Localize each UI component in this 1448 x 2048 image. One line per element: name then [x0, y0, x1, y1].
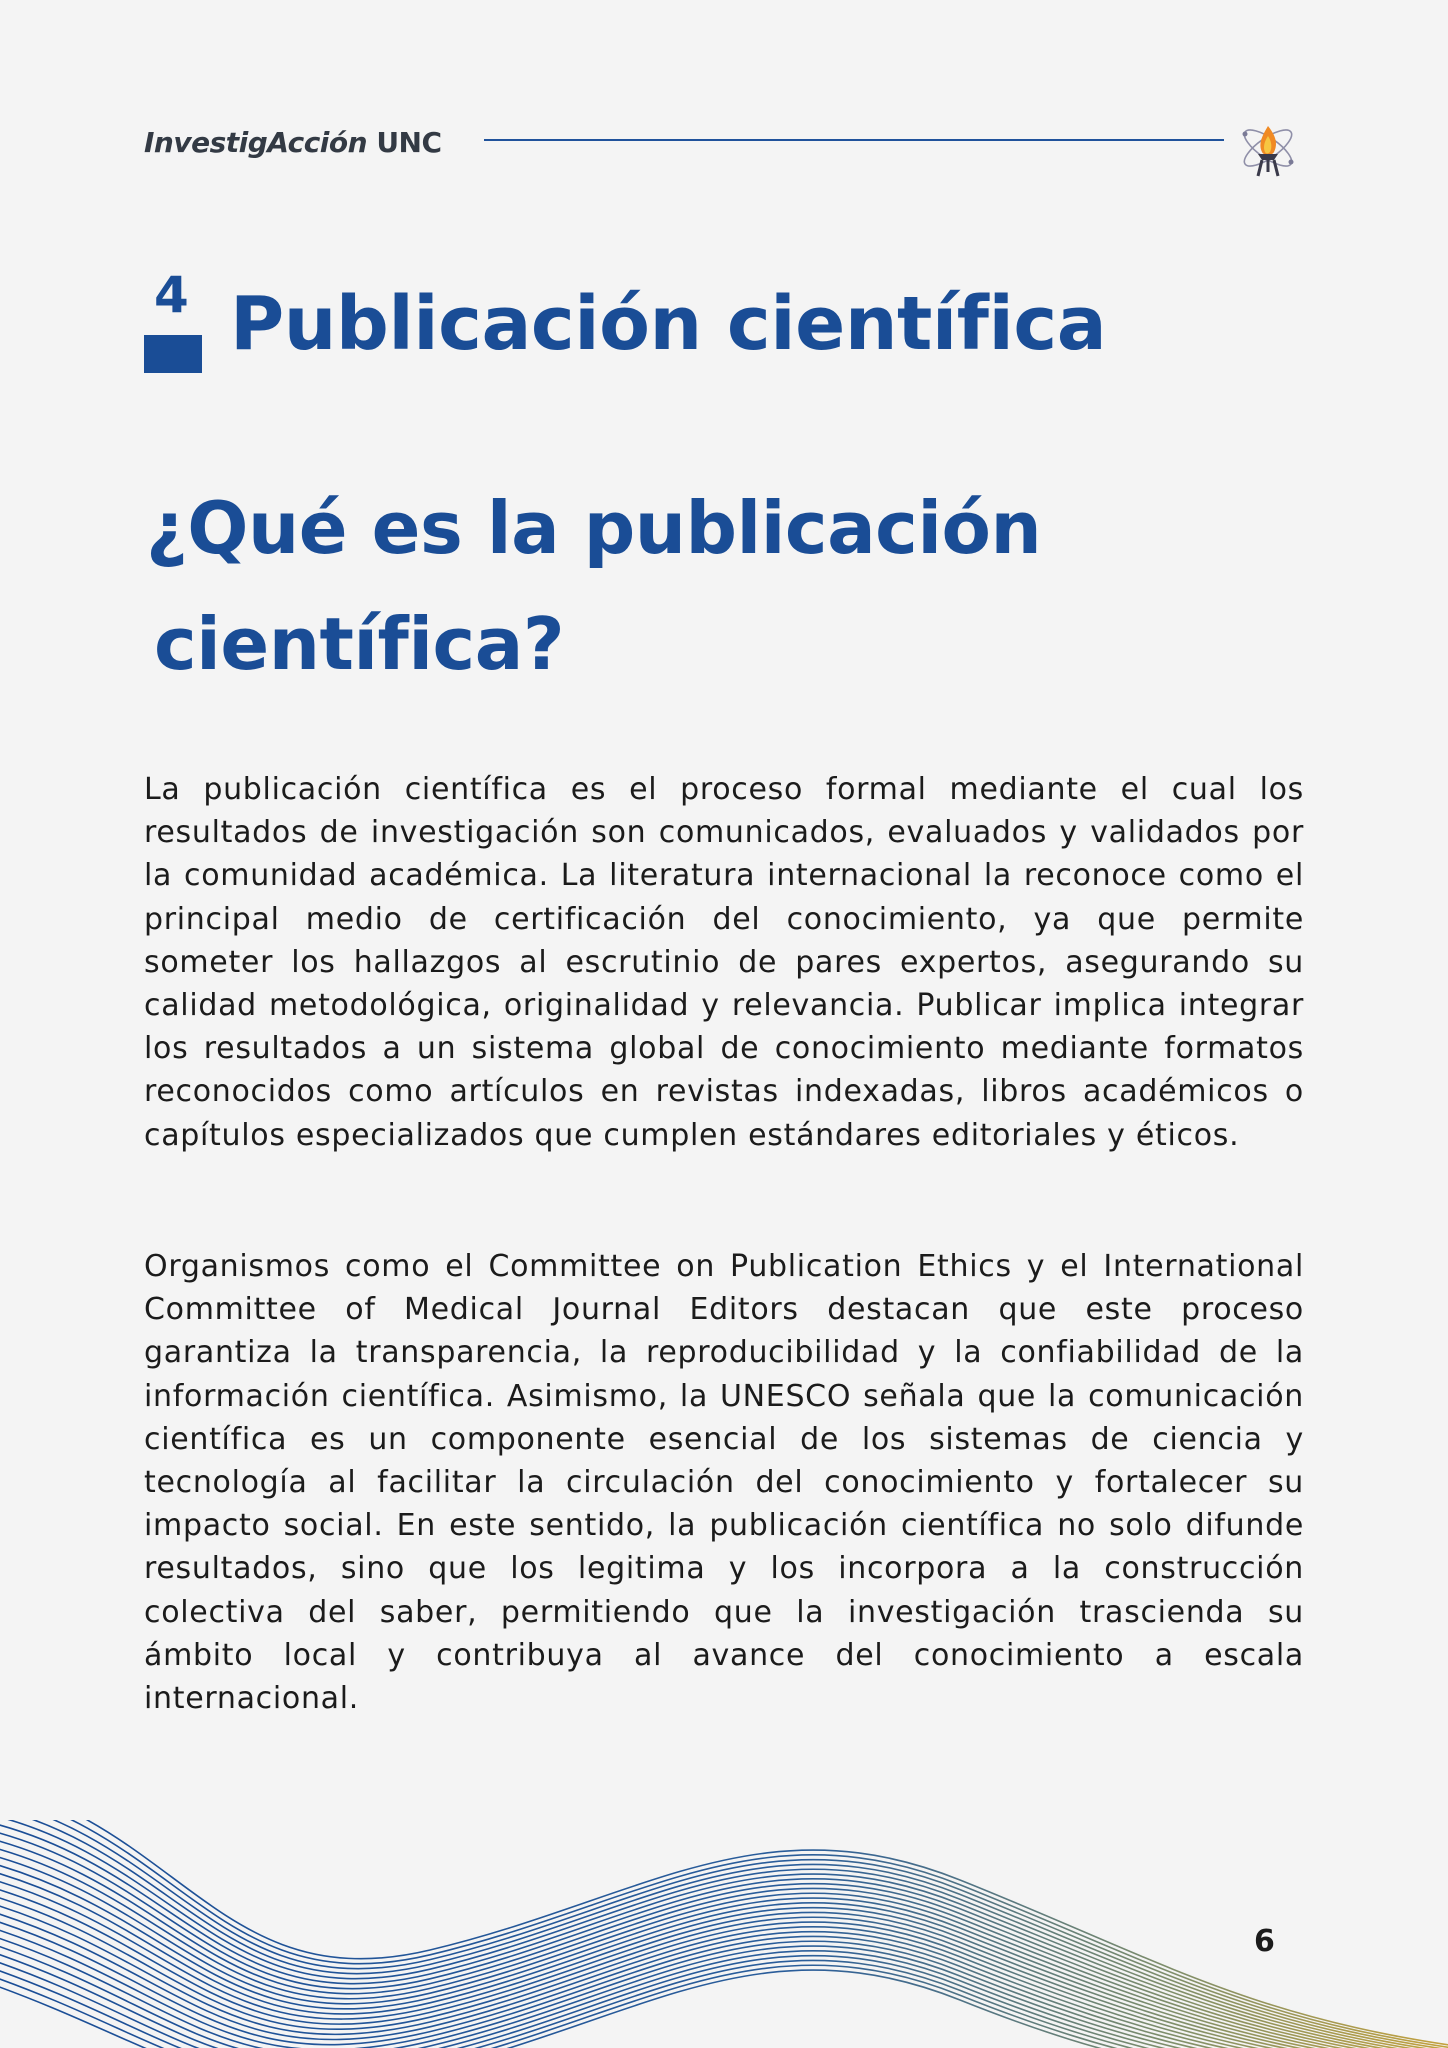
header-divider: [484, 139, 1224, 141]
brand-name: [144, 126, 442, 159]
atom-flame-logo-icon: [1232, 114, 1304, 186]
question-heading: [146, 470, 1146, 702]
body-paragraph-1: La publicación científica es el proceso formal mediante el cual los resultados de investigación son comunicados, evaluados y validados por la comunidad académica. La literatura internacional la reconoce como el principal medio de certificación del conocimiento, ya que permite someter los hallazgos al escrutinio de pares expertos, asegurando su calidad metodológica, originalidad y relevancia. Publicar implica integrar los resultados a un sistema global de conocimiento mediante formatos reconocidos como artículos en revistas indexadas, libros académicos o capítulos especializados que cumplen estándares editoriales y éticos.: [144, 772, 1304, 1153]
wave-line: [0, 1820, 1448, 2048]
wave-line: [0, 1820, 1448, 2048]
question-heading-line-2: científica?: [154, 602, 565, 686]
decorative-waves: [0, 1820, 1448, 2048]
wave-line: [0, 1820, 1448, 2048]
section-number: 4: [154, 266, 189, 324]
body-paragraph-2: Organismos como el Committee on Publication Ethics y el International Committee of Medical Journal Editors destacan que este proceso garantiza la transparencia, la reproducibilidad y la confiabilidad de la información científica. Asimismo, la UNESCO señala que la comunicación científica es un componente esencial de los sistemas de ciencia y tecnología al facilitar la circulación del conocimiento y fortalecer su impacto social. En este sentido, la publicación científica no solo difunde resultados, sino que los legitima y los incorpora a la construcción colectiva del saber, permitiendo que la investigación trascienda su ámbito local y contribuya al avance del conocimiento a escala internacional.: [144, 1249, 1304, 1717]
brand-name-suffix: UNC: [376, 126, 442, 159]
brand-name-italic: InvestigAcción: [144, 126, 368, 159]
section-marker-block: [144, 335, 202, 373]
wave-line: [0, 1860, 1448, 2048]
section-title: Publicación científica: [230, 281, 1107, 367]
wave-line: [0, 1820, 1448, 2048]
wave-line: [0, 1868, 1448, 2048]
section-heading: [144, 266, 1304, 380]
question-heading-line-1: ¿Qué es la publicación: [146, 486, 1042, 570]
page-header: [144, 120, 1300, 180]
page-number: 6: [1254, 1924, 1275, 1959]
wave-line: [0, 1820, 1448, 2048]
wave-line: [0, 1820, 1448, 2048]
